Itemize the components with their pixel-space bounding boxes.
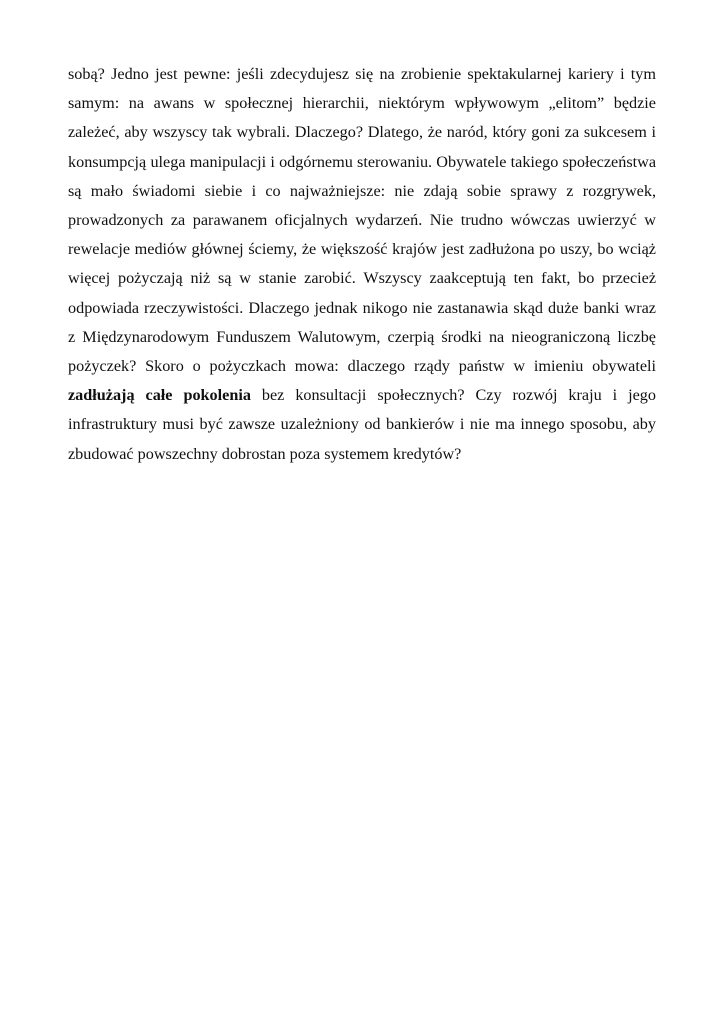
paragraph-segment-trailing: bez konsultacji społecznych? Czy rozwój kraju i jego infrastruktury musi być zawsze uzależniony od bankierów i nie ma innego sposobu, aby zbudować powszechny dobrostan poza systemem kredytów? [68, 386, 656, 463]
paragraph-segment-leading: sobą? Jedno jest pewne: jeśli zdecydujesz się na zrobienie spektakularnej kariery i tym samym: na awans w społecznej hierarchii, niektórym wpływowym „elitom” będzie zależeć, aby wszyscy tak wybrali. Dlaczego? Dlatego, że naród, który goni za sukcesem i konsumpcją ulega manipulacji i odgórnemu sterowaniu. Obywatele takiego społeczeństwa są mało świadomi siebie i co najważniejsze: nie zdają sobie sprawy z rozgrywek, prowadzonych za parawanem oficjalnych wydarzeń. Nie trudno wówczas uwierzyć w rewelacje mediów głównej ściemy, że większość krajów jest zadłużona po uszy, bo wciąż więcej pożyczają niż są w stanie zarobić. Wszyscy zaakceptują ten fakt, bo przecież odpowiada rzeczywistości. Dlaczego jednak nikogo nie zastanawia skąd duże banki wraz z Międzynarodowym Funduszem Walutowym, czerpią środki na nieograniczoną liczbę pożyczek? Skoro o pożyczkach mowa: dlaczego rządy państw w imieniu obywateli [68, 65, 656, 376]
body-paragraph [68, 60, 656, 469]
paragraph-segment-bold-emphasis: zadłużają całe pokolenia [68, 386, 251, 405]
body-text-block [68, 60, 656, 469]
